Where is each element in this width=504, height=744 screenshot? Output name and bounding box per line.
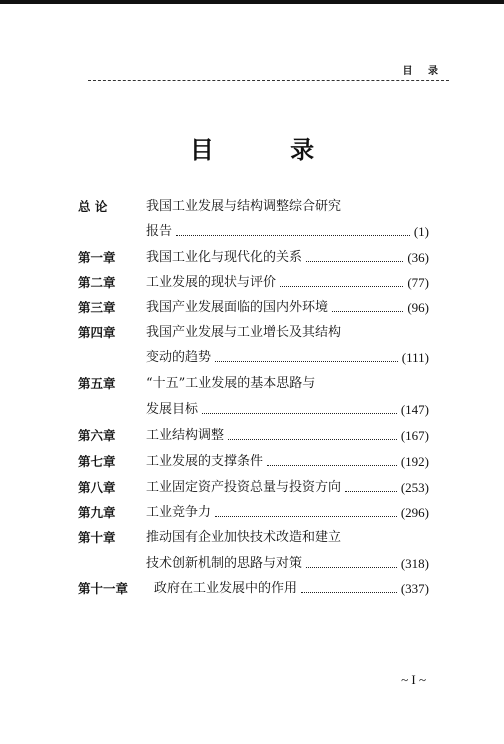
- dot-leader: [280, 286, 403, 287]
- chapter-title-continued: 发展目标: [146, 402, 199, 417]
- chapter-title: 工业结构调整: [146, 428, 225, 443]
- dot-leader: [215, 516, 397, 517]
- page-folio: ~ I ~: [401, 672, 426, 687]
- chapter-title: 工业固定资产投资总量与投资方向: [146, 480, 342, 495]
- chapter-title: 工业发展的现状与评价: [146, 275, 277, 290]
- page-number: (253): [400, 480, 429, 495]
- chapter-label: 总 论: [78, 199, 108, 214]
- page-number: (192): [400, 454, 429, 469]
- dot-leader: [176, 235, 410, 236]
- chapter-label: 第八章: [78, 480, 116, 495]
- page-number: (147): [400, 402, 429, 417]
- page-number: (77): [407, 275, 429, 290]
- chapter-label: 第五章: [78, 376, 116, 391]
- page-number: (337): [400, 581, 429, 596]
- chapter-title: 推动国有企业加快技术改造和建立: [146, 530, 342, 545]
- page-title: 目 录: [189, 136, 349, 164]
- chapter-label: 第六章: [78, 428, 116, 443]
- page-number: (296): [400, 505, 429, 520]
- chapter-label: 第九章: [78, 505, 116, 520]
- page-number: (96): [407, 300, 429, 315]
- chapter-title: 工业发展的支撑条件: [146, 454, 264, 469]
- chapter-title: 我国工业发展与结构调整综合研究: [146, 199, 342, 214]
- chapter-label: 第四章: [78, 325, 116, 340]
- chapter-title: “十五”工业发展的基本思路与: [146, 376, 316, 391]
- dot-leader: [306, 261, 403, 262]
- running-head: 目 录: [402, 66, 444, 77]
- chapter-title: 我国产业发展与工业增长及其结构: [146, 325, 342, 340]
- chapter-title: 我国产业发展面临的国内外环境: [146, 300, 329, 315]
- dot-leader: [202, 413, 397, 414]
- dot-leader: [306, 567, 397, 568]
- dot-leader: [345, 491, 397, 492]
- page-number: (111): [401, 350, 429, 365]
- chapter-label: 第三章: [78, 300, 116, 315]
- dot-leader: [267, 465, 397, 466]
- chapter-title: 我国工业化与现代化的关系: [146, 250, 303, 265]
- chapter-label: 第七章: [78, 454, 116, 469]
- chapter-label: 第一章: [78, 250, 116, 265]
- page-number: (1): [413, 224, 429, 239]
- chapter-title-continued: 报告: [146, 224, 173, 239]
- chapter-title: 工业竞争力: [146, 505, 212, 520]
- dot-leader: [332, 311, 403, 312]
- page-number: (167): [400, 428, 429, 443]
- page-number: (318): [400, 556, 429, 571]
- dot-leader: [228, 439, 397, 440]
- dot-leader: [215, 361, 398, 362]
- chapter-title-continued: 技术创新机制的思路与对策: [146, 556, 303, 571]
- chapter-title-continued: 变动的趋势: [146, 350, 212, 365]
- page-number: (36): [407, 250, 429, 265]
- chapter-label: 第十一章: [78, 581, 129, 596]
- chapter-label: 第二章: [78, 275, 116, 290]
- dot-leader: [301, 592, 397, 593]
- chapter-title: 政府在工业发展中的作用: [154, 581, 298, 596]
- chapter-label: 第十章: [78, 530, 116, 545]
